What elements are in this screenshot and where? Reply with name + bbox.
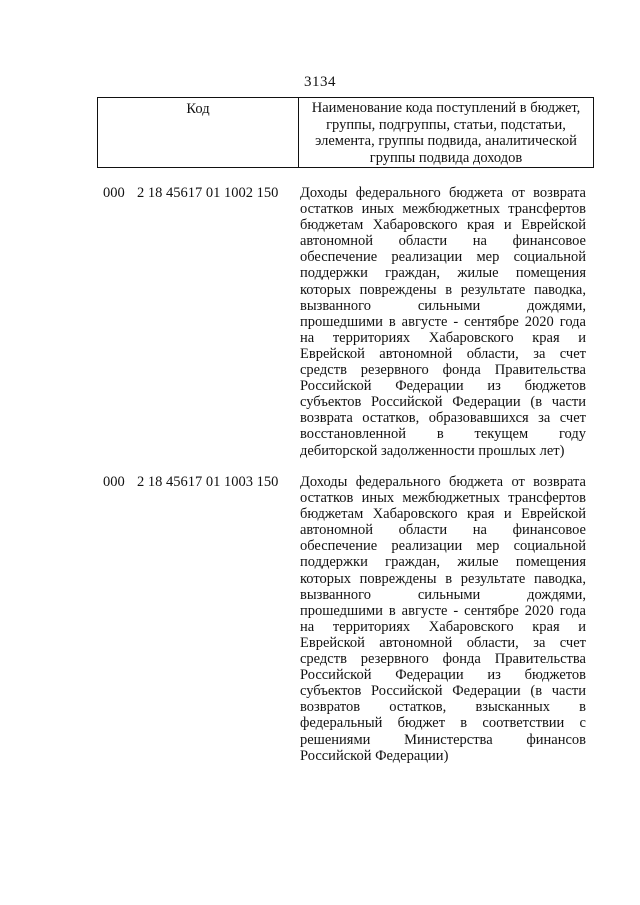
description-line: субъектов Российской Федерации (в части [300,683,586,700]
description-line: бюджетам Хабаровского края и Еврейской [300,217,586,234]
description-line: федеральный бюджет в соответствии с [300,715,586,732]
table-header [97,97,594,168]
description-line: бюджетам Хабаровского края и Еврейской [300,506,586,523]
description-line: вызванного сильными дождями, [300,297,586,314]
header-name-column: Наименование кода поступлений в бюджет, группы, подгруппы, статьи, подстатьи, элемента, группы подвида, аналитической группы подвида доходов [311,100,581,166]
description-line: автономной области на финансовое [300,233,586,250]
description-line: решениями Министерства финансов [300,731,586,748]
description-line: восстановленной в текущем году [300,426,586,443]
description-line: автономной области на финансовое [300,522,586,539]
description-line: субъектов Российской Федерации (в части [300,394,586,411]
description-line: поддержки граждан, жилые помещения [300,265,586,282]
description-line: Еврейской автономной области, за счет [300,634,586,651]
description-line: остатков иных межбюджетных трансфертов [300,490,586,507]
description-line: Доходы федерального бюджета от возврата [300,474,586,490]
description-line: которых повреждены в результате паводка, [300,281,586,298]
description-line: обеспечение реализации мер социальной [300,538,586,555]
table-row [97,474,594,764]
description-line: прошедшими в августе - сентябре 2020 года [300,313,586,330]
description-line: обеспечение реализации мер социальной [300,249,586,266]
description-line: Еврейской автономной области, за счет [300,345,586,362]
description-line: на территориях Хабаровского края и [300,329,586,346]
table-row [97,185,594,459]
page-number: 3134 [304,74,336,90]
description-line: Российской Федерации) [300,747,449,764]
header-code-column: Код [98,98,299,167]
income-description [300,185,594,459]
description-line: Доходы федерального бюджета от возврата [300,185,586,201]
description-line: остатков иных межбюджетных трансфертов [300,201,586,218]
description-line: поддержки граждан, жилые помещения [300,554,586,571]
description-line: вызванного сильными дождями, [300,586,586,603]
description-line: средств резервного фонда Правительства [300,362,586,379]
budget-code: 2 18 45617 01 1002 150 [137,185,279,201]
description-line: средств резервного фонда Правительства [300,651,586,668]
description-line: прошедшими в августе - сентябре 2020 года [300,602,586,619]
admin-code: 000 [103,185,125,201]
description-line: на территориях Хабаровского края и [300,618,586,635]
description-line: возврата остатков, образовавшихся за счет [300,410,586,427]
description-line: Российской Федерации из бюджетов [300,667,586,684]
description-line: дебиторской задолженности прошлых лет) [300,442,565,459]
income-description [300,474,594,764]
budget-code: 2 18 45617 01 1003 150 [137,474,279,490]
description-line: которых повреждены в результате паводка, [300,570,586,587]
admin-code: 000 [103,474,125,490]
description-line: возвратов остатков, взысканных в [300,699,586,716]
description-line: Российской Федерации из бюджетов [300,378,586,395]
